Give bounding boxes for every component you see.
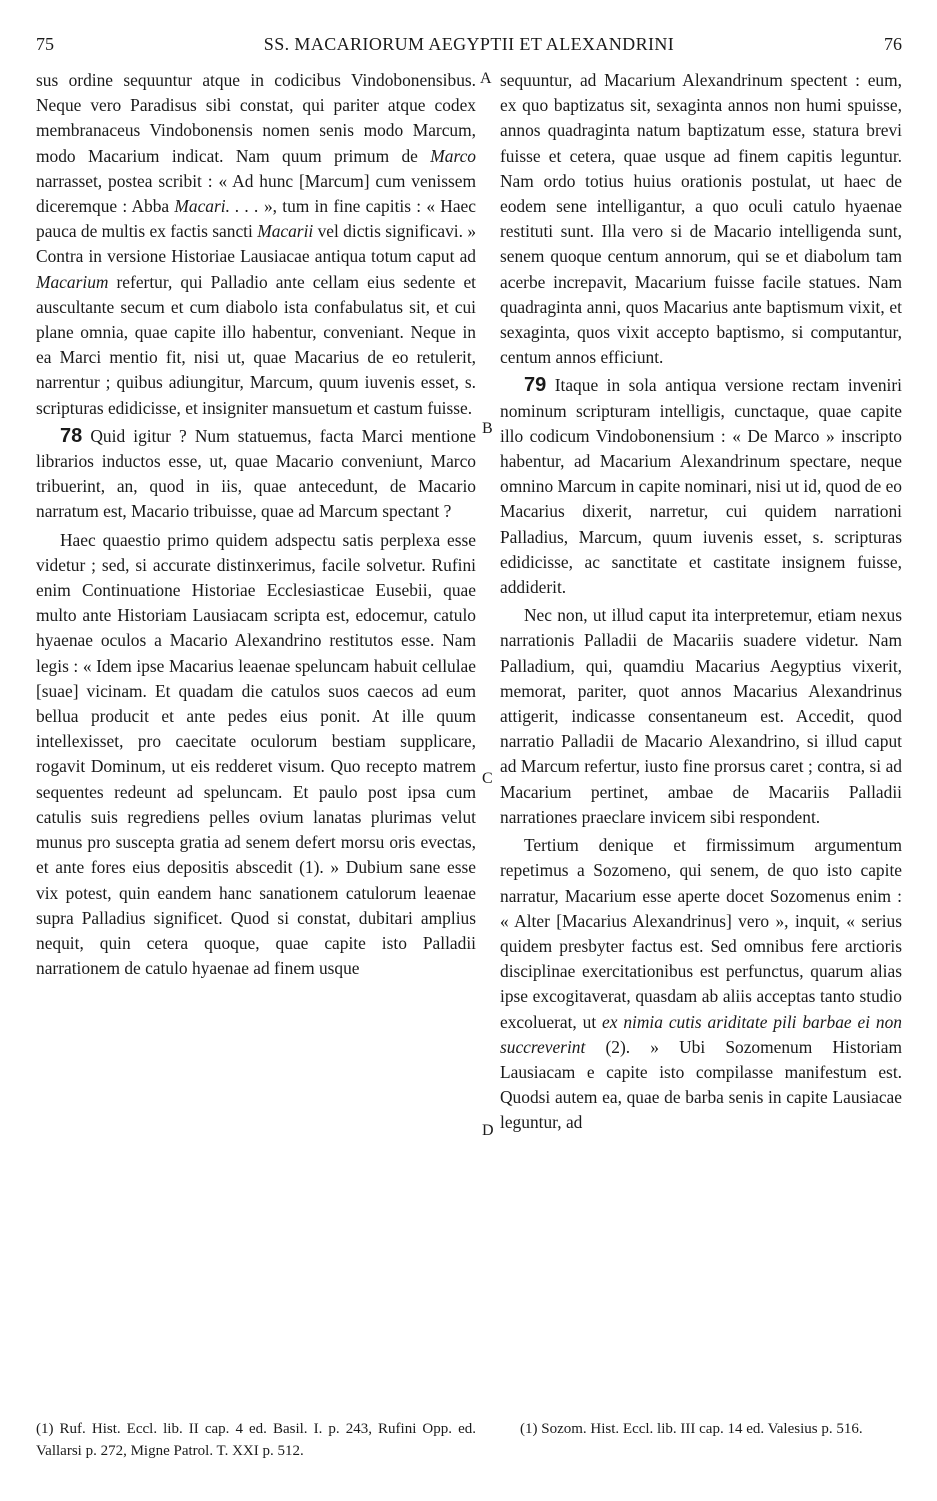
section-number-79: 79 (524, 374, 547, 397)
footnote-left: (1) Ruf. Hist. Eccl. lib. II cap. 4 ed. Basil. I. p. 243, Rufini Opp. ed. Vallarsi p. 272, Migne Patrol. T. XXI p. 512. (36, 1421, 476, 1459)
right-paragraph-3: Nec non, ut illud caput ita interpretemur, etiam nexus narrationis Palladii de Macariis suadere videtur. Nam Palladium, qui, quamdiu Macarius Aegyptius vixerit, memorat, pariter, quot annos Macarius Alexandrinus attigerit, indicasse consentaneum est. Accedit, quod narratio Palladii de Macario Alexandrino, si illud caput ad Marcum refertur, iusto fine prorsus caret ; contra, si ad Macarium pertinet, ambae de Macariis Palladii narrationes praeclare invicem sibi respondent. (500, 605, 902, 827)
right-paragraph-4: Tertium denique et firmissimum argumentum repetimus a Sozomeno, qui senem, de quo isto capite narratur, Macarium esse aperte docet Sozomenus enim : « Alter [Macarius Alexandrinus] vero », inquit, « serius quidem presbyter factus est. Sed omnibus fere arctioris disciplinae exercitationibus est perfunctus, quarum alias ipse excogitaverat, quasdam ab aliis acceptas tanto studio excoluerat, ut ex nimia cutis ariditate pili barbae ei non succreverint (2). » Ubi Sozomenum Historiam Lausiacam e capite isto compilasse manifestum est. Quodsi autem ea, quae de barba senis in capite Lausiacae leguntur, ad (500, 835, 902, 1133)
left-column (36, 68, 476, 981)
left-paragraph-1: sus ordine sequuntur atque in codicibus Vindobonensibus. Neque vero Paradisus sibi constat, qui pariter atque codex membranaceus Vindobonensis nomen senis modo Marcum, modo Macarium indicat. Nam quum primum de Marco narrasset, postea scribit : « Ad hunc [Marcum] cum venissem diceremque : Abba Macari. . . . », tum in fine capitis : « Haec pauca de multis ex factis sancti Macarii vel dictis significavi. » Contra in versione Historiae Lausiacae antiqua totum caput ad Macarium refertur, qui Palladio ante cellam eius sedente et auscultante secum et cum diabolo ista confabulatus sit, et cui plane omnia, quae capite illo habentur, conveniant. Neque in ea Marci mentio fit, nisi ut, quae Macarius de eo retulerit, narrentur ; quibus adiungitur, Marcum, quum iuvenis esset, s. scripturas edidicisse, et insigniter mansuetum et castum fuisse. (36, 70, 477, 418)
left-paragraph-78: 78 Quid igitur ? Num statuemus, facta Marci mentione librarios inductos esse, ut, quae Macario conveniunt, Marco tribuerint, an, quod in iis, quae antecedunt, de Macario narratum est, Macario tribuisse, quae ad Marcum spectant ? (36, 424, 476, 522)
footnote-right: (1) Sozom. Hist. Eccl. lib. III cap. 14 ed. Valesius p. 516. (520, 1421, 863, 1437)
running-header (36, 34, 902, 60)
margin-letter-c: C (482, 770, 493, 787)
right-paragraph-79: 79 Itaque in sola antiqua versione rectam inveniri nominum scripturam intelligis, cunctaque, quae capite illo codicum Vindobonensium : « De Marco » inscripto habentur, ad Macarium Alexandrinum spectare, neque omnino Marcum in capite nominari, nisi ut id, quod de eo Macarius dixerit, narretur, cui quidem narrationi Palladius, Marcum, quum iuvenis esset, s. scripturas edidicisse, ac sanctitate et castitate insignem fuisse, addiderit. (500, 374, 902, 598)
running-title: SS. MACARIORUM AEGYPTII ET ALEXANDRINI (263, 34, 675, 54)
right-paragraph-1: sequuntur, ad Macarium Alexandrinum spectent : eum, ex quo baptizatus sit, sexaginta annos non humi spuisse, annos quadraginta natum baptizatum esse, statura brevi fuisse et cetera, quae usque ad finem capitis leguntur. Nam ordo totius huius orationis postulat, ut haec de eodem sene intelligantur, a quo oculi catulo hyaenae restituti sunt. Illa vero si de Macario intelligenda sunt, senem quoque centum annorum, qui se et diabolum tam acerbe increpavit, Macarium fuisse facile statues. Nam quadraginta anni, quos Macarius ante baptismum vixit, et sexaginta, quos vixit accepto baptismo, si computantur, centum annos efficiunt. (500, 70, 902, 368)
margin-letter-b: B (482, 420, 493, 437)
section-number-78: 78 (60, 424, 83, 447)
page-number-left: 75 (36, 34, 54, 54)
margin-letter-a: A (480, 70, 492, 87)
margin-letter-d: D (482, 1122, 494, 1139)
left-paragraph-3: Haec quaestio primo quidem adspectu satis perplexa esse videtur ; sed, si accurate distinxerimus, facile solvetur. Rufini enim Continuatione Historiae Ecclesiasticae Eusebii, quae multo ante Historiam Lausiacam scripta est, edocemur, catulo hyaenae oculos a Macario Alexandrino restitutos esse. Nam legis : « Idem ipse Macarius leaenae speluncam habuit cellulae [suae] vicinam. Et quadam die catulos suos caecos ad eum bellua producit et ante pedes eius ponit. At ille quum intellexisset, pro caecitate oculorum bestiam supplicare, rogavit Dominum, ut eis redderet visum. Quo recepto matrem sequentes redeunt ad speluncam. Et paulo post ipsa cum catulis suis regrediens pelles ovium lanatas plurimas velut munus pro suscepta gratia ad senem defert morsu oris evectas, et ante fores eius depositis abscedit (1). » Dubium sane esse vix potest, quin eandem hanc sanationem catulorum leaenae supra Palladius significet. Quod si constat, dubitari amplius nequit, quin cetera quoque, quae capite isto Palladii narrationem de catulo hyaenae ad finem usque (36, 529, 476, 979)
right-column (500, 68, 902, 1136)
page-number-right: 76 (884, 34, 902, 54)
